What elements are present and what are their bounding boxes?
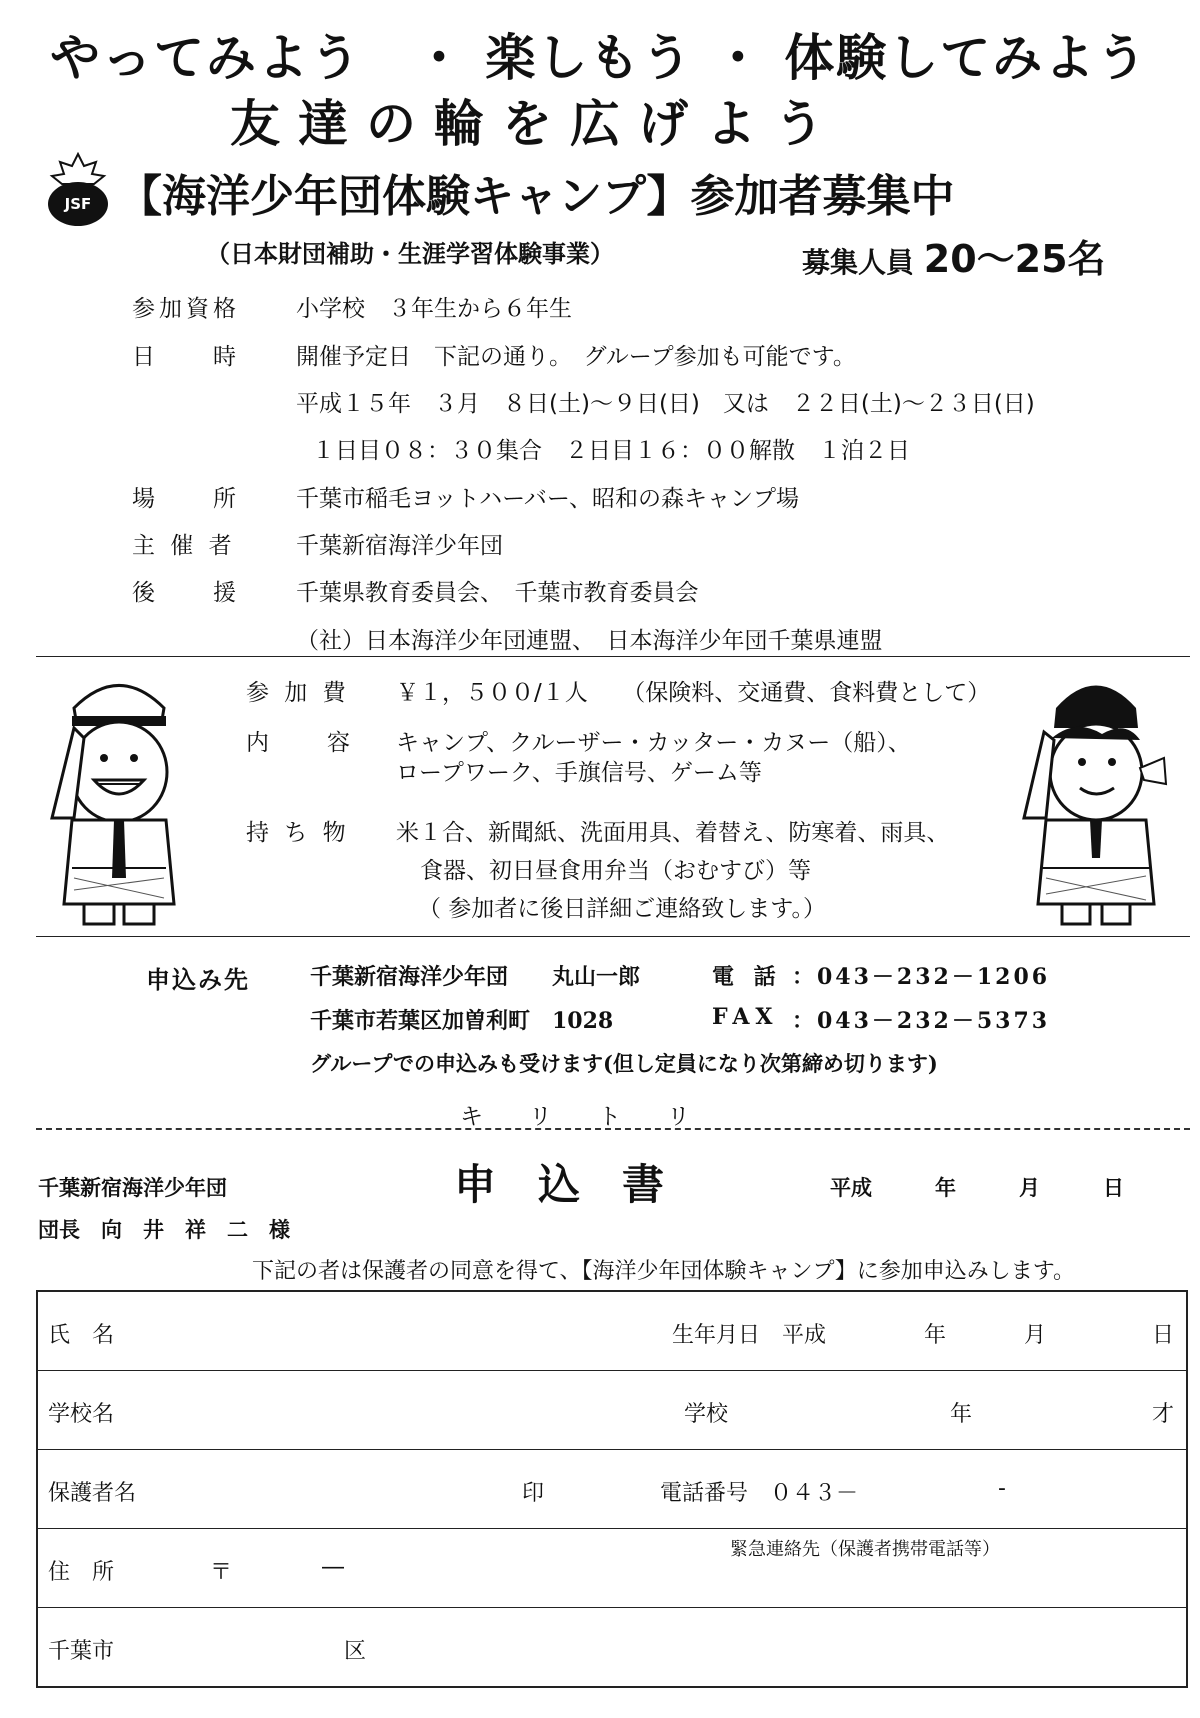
address-row[interactable] bbox=[37, 1529, 1187, 1608]
apply-org: 千葉新宿海洋少年団 丸山一郎 bbox=[310, 964, 641, 990]
content-line-1: キャンプ、クルーザー・カッター・カヌー（船）、 bbox=[396, 730, 911, 756]
guardian-row[interactable] bbox=[37, 1450, 1187, 1529]
detail-value: 小学校 ３年生から６年生 bbox=[296, 296, 572, 322]
detail-value: 千葉県教育委員会、 千葉市教育委員会 bbox=[296, 580, 699, 606]
guardian-label: 保護者名 bbox=[48, 1481, 137, 1506]
form-date: 平成 年 月 日 bbox=[830, 1175, 1124, 1200]
school-suffix: 学校 bbox=[684, 1402, 729, 1427]
apply-label: 申込み先 bbox=[146, 965, 250, 994]
recruit-info bbox=[802, 228, 1106, 283]
detail-value: 千葉新宿海洋少年団 bbox=[296, 533, 503, 559]
city-row[interactable] bbox=[37, 1608, 1187, 1688]
seal-label: 印 bbox=[522, 1481, 545, 1506]
detail-value: 千葉市稲毛ヨットハーバー、昭和の森キャンプ場 bbox=[296, 486, 800, 512]
logo-text: JSF bbox=[64, 195, 92, 213]
fee-value: ￥１，５００/１人 （保険料、交通費、食料費として） bbox=[396, 680, 991, 706]
name-label: 氏 名 bbox=[48, 1323, 115, 1348]
detail-label: 日 時 bbox=[132, 344, 240, 370]
postal-dash: ― bbox=[322, 1555, 344, 1580]
birth-month: 月 bbox=[1024, 1323, 1047, 1348]
divider bbox=[36, 936, 1190, 937]
birth-label: 生年月日 平成 bbox=[672, 1323, 827, 1348]
headline-2: 友達の輪を広げよう bbox=[230, 95, 842, 153]
emergency-label: 緊急連絡先（保護者携帯電話等） bbox=[730, 1539, 1000, 1560]
postal-mark: 〒 bbox=[210, 1560, 233, 1585]
detail-value: （社）日本海洋少年団連盟、 日本海洋少年団千葉県連盟 bbox=[296, 628, 883, 654]
items-line-3: （ 参加者に後日詳細ご連絡致します。） bbox=[418, 896, 826, 922]
form-heading: 申 込 書 bbox=[454, 1160, 665, 1209]
recruit-value: 20～25名 bbox=[923, 237, 1106, 281]
tel-label: 電 話 bbox=[712, 964, 782, 990]
detail-value: １日目０８：３０集合 ２日目１６：００解散 １泊２日 bbox=[312, 438, 910, 464]
divider bbox=[36, 656, 1190, 657]
girl-mascot-icon bbox=[1016, 668, 1176, 930]
detail-label: 後 援 bbox=[132, 580, 240, 606]
city-label: 千葉市 bbox=[48, 1639, 115, 1664]
school-row[interactable] bbox=[37, 1371, 1187, 1450]
fee-label: 参 加 費 bbox=[246, 680, 350, 706]
content-label: 内 容 bbox=[246, 730, 354, 756]
address-label: 住 所 bbox=[48, 1560, 115, 1585]
birth-year: 年 bbox=[924, 1323, 947, 1348]
phone-dash: - bbox=[998, 1476, 1006, 1501]
fax-label: FAX bbox=[712, 1004, 779, 1030]
headline-1: やってみよう ・ 楽しもう ・ 体験してみよう bbox=[50, 29, 1149, 87]
phone-label: 電話番号 ０４３－ bbox=[660, 1481, 859, 1506]
ward-label: 区 bbox=[344, 1639, 367, 1664]
form-org: 千葉新宿海洋少年団 bbox=[38, 1175, 227, 1200]
items-label: 持 ち 物 bbox=[246, 820, 350, 846]
birth-day: 日 bbox=[1152, 1323, 1175, 1348]
recruit-label: 募集人員 bbox=[802, 246, 915, 279]
detail-label: 参加資格 bbox=[132, 296, 240, 322]
cut-line bbox=[36, 1128, 1190, 1130]
boy-mascot-icon bbox=[44, 668, 194, 930]
detail-label: 場 所 bbox=[132, 486, 240, 512]
tel-number: ：043－232－1206 bbox=[792, 964, 1051, 990]
subsidy-note: （日本財団補助・生涯学習体験事業） bbox=[206, 240, 614, 268]
jsf-emblem-icon bbox=[44, 152, 112, 230]
form-leader: 団長 向 井 祥 二 様 bbox=[38, 1217, 290, 1242]
cut-line-label: キ リ ト リ bbox=[460, 1104, 690, 1130]
detail-value: 開催予定日 下記の通り。 グループ参加も可能です。 bbox=[296, 344, 856, 370]
application-form bbox=[36, 1290, 1188, 1688]
detail-label: 主 催 者 bbox=[132, 533, 236, 559]
detail-value: 平成１５年 ３月 ８日(土)～９日(日) 又は ２２日(土)～２３日(日) bbox=[296, 391, 1035, 417]
group-note: グループでの申込みも受けます(但し定員になり次第締め切ります) bbox=[310, 1051, 938, 1076]
content-line-2: ロープワーク、手旗信号、ゲーム等 bbox=[396, 760, 762, 786]
apply-address: 千葉市若葉区加曽利町 1028 bbox=[310, 1008, 614, 1034]
form-statement: 下記の者は保護者の同意を得て、【海洋少年団体験キャンプ】に参加申込みします。 bbox=[252, 1259, 1076, 1284]
school-label: 学校名 bbox=[48, 1402, 115, 1427]
fax-number: ：043－232－5373 bbox=[792, 1008, 1051, 1034]
grade-label: 年 bbox=[950, 1402, 973, 1427]
name-row[interactable] bbox=[37, 1291, 1187, 1371]
age-label: 才 bbox=[1152, 1402, 1175, 1427]
items-line-2: 食器、初日昼食用弁当（おむすび）等 bbox=[420, 858, 811, 884]
event-title: 【海洋少年団体験キャンプ】参加者募集中 bbox=[118, 171, 955, 222]
items-line-1: 米１合、新聞紙、洗面用具、着替え、防寒着、雨具、 bbox=[396, 820, 950, 846]
